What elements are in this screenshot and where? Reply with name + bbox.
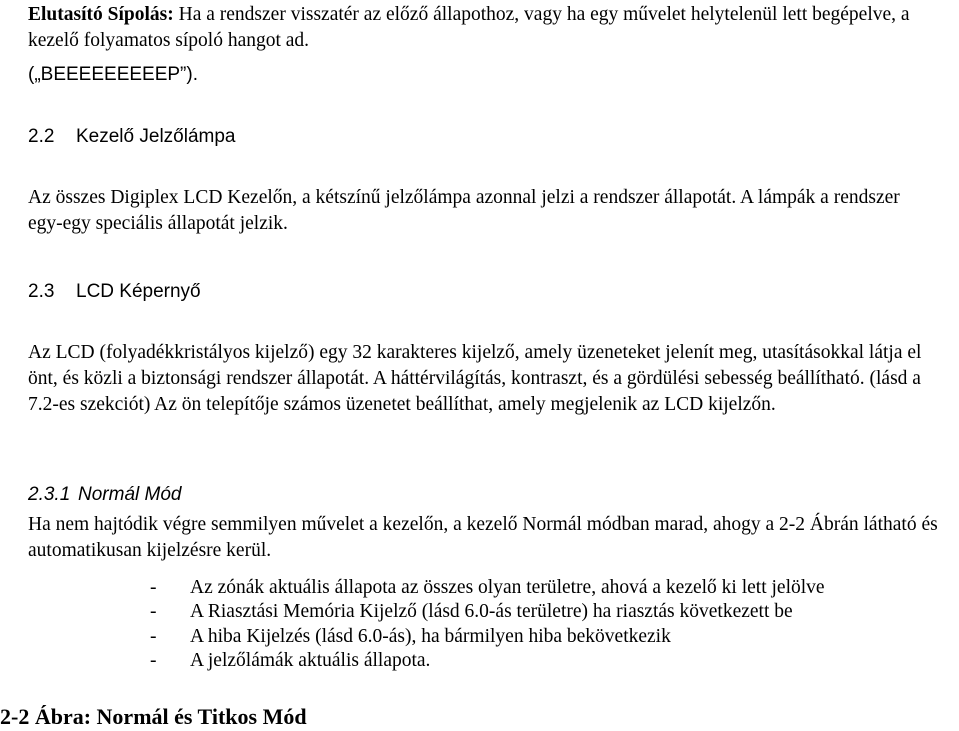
figure-caption: 2-2 Ábra: Normál és Titkos Mód	[0, 704, 307, 729]
list-item-text: A hiba Kijelzés (lásd 6.0-ás), ha bármilyen hiba bekövetkezik	[190, 625, 671, 647]
list-item-text: Az zónák aktuális állapota az összes olyan területre, ahová a kezelő ki lett jelölve	[190, 577, 825, 598]
section-title: Normál Mód	[78, 484, 182, 505]
list-item	[150, 599, 825, 623]
normal-mode-list	[150, 575, 825, 672]
list-bullet: -	[150, 625, 157, 647]
list-item-text: A Riasztási Memória Kijelző (lásd 6.0-ás területre) ha riasztás következett be	[190, 601, 793, 623]
section-body-2-2: Az összes Digiplex LCD Kezelőn, a kétszínű jelzőlámpa azonnal jelzi a rendszer állapotát. A lámpák a rendszer egy-egy speciális állapotát jelzik.	[28, 187, 900, 234]
section-title: Kezelő Jelzőlámpa	[76, 126, 236, 147]
list-item	[150, 648, 825, 672]
section-heading-2-3	[28, 279, 939, 305]
list-bullet: -	[150, 577, 157, 598]
section-body-2-3: Az LCD (folyadékkristályos kijelző) egy 32 karakteres kijelző, amely üzeneteket jelenít meg, utasításokkal látja el önt, és közli a biztonsági rendszer állapotát. A háttérvilágítás, kontraszt, és a gördülési sebesség beállítható. (lásd a 7.2-es szekciót) Az ön telepítője számos üzenetet beállíthat, amely megjelenik az LCD kijelzőn.	[28, 342, 922, 415]
list-item	[150, 575, 825, 599]
intro-paragraph	[28, 2, 939, 54]
section-heading-2-2	[28, 124, 939, 150]
section-number: 2.2	[28, 126, 55, 147]
list-bullet: -	[150, 601, 157, 623]
intro-term: Elutasító Sípolás	[28, 4, 168, 25]
section-number: 2.3.1	[28, 484, 71, 505]
list-item-text: A jelzőlámák aktuális állapota.	[190, 649, 431, 671]
beep-line: („BEEEEEEEEEP”).	[28, 64, 198, 85]
section-title: LCD Képernyő	[76, 281, 201, 302]
intro-colon: :	[167, 4, 174, 25]
section-body-2-3-1: Ha nem hajtódik végre semmilyen művelet a kezelőn, a kezelő Normál módban marad, ahogy a 2-2 Ábrán látható és automatikusan kijelzésre kerül.	[28, 514, 938, 561]
intro-text: Ha a rendszer visszatér az előző állapothoz, vagy ha egy művelet helytelenül lett begépelve, a kezelő folyamatos sípoló hangot ad.	[28, 4, 910, 51]
list-item	[150, 624, 825, 648]
list-bullet: -	[150, 649, 157, 671]
section-heading-2-3-1	[28, 482, 939, 508]
section-number: 2.3	[28, 281, 55, 302]
